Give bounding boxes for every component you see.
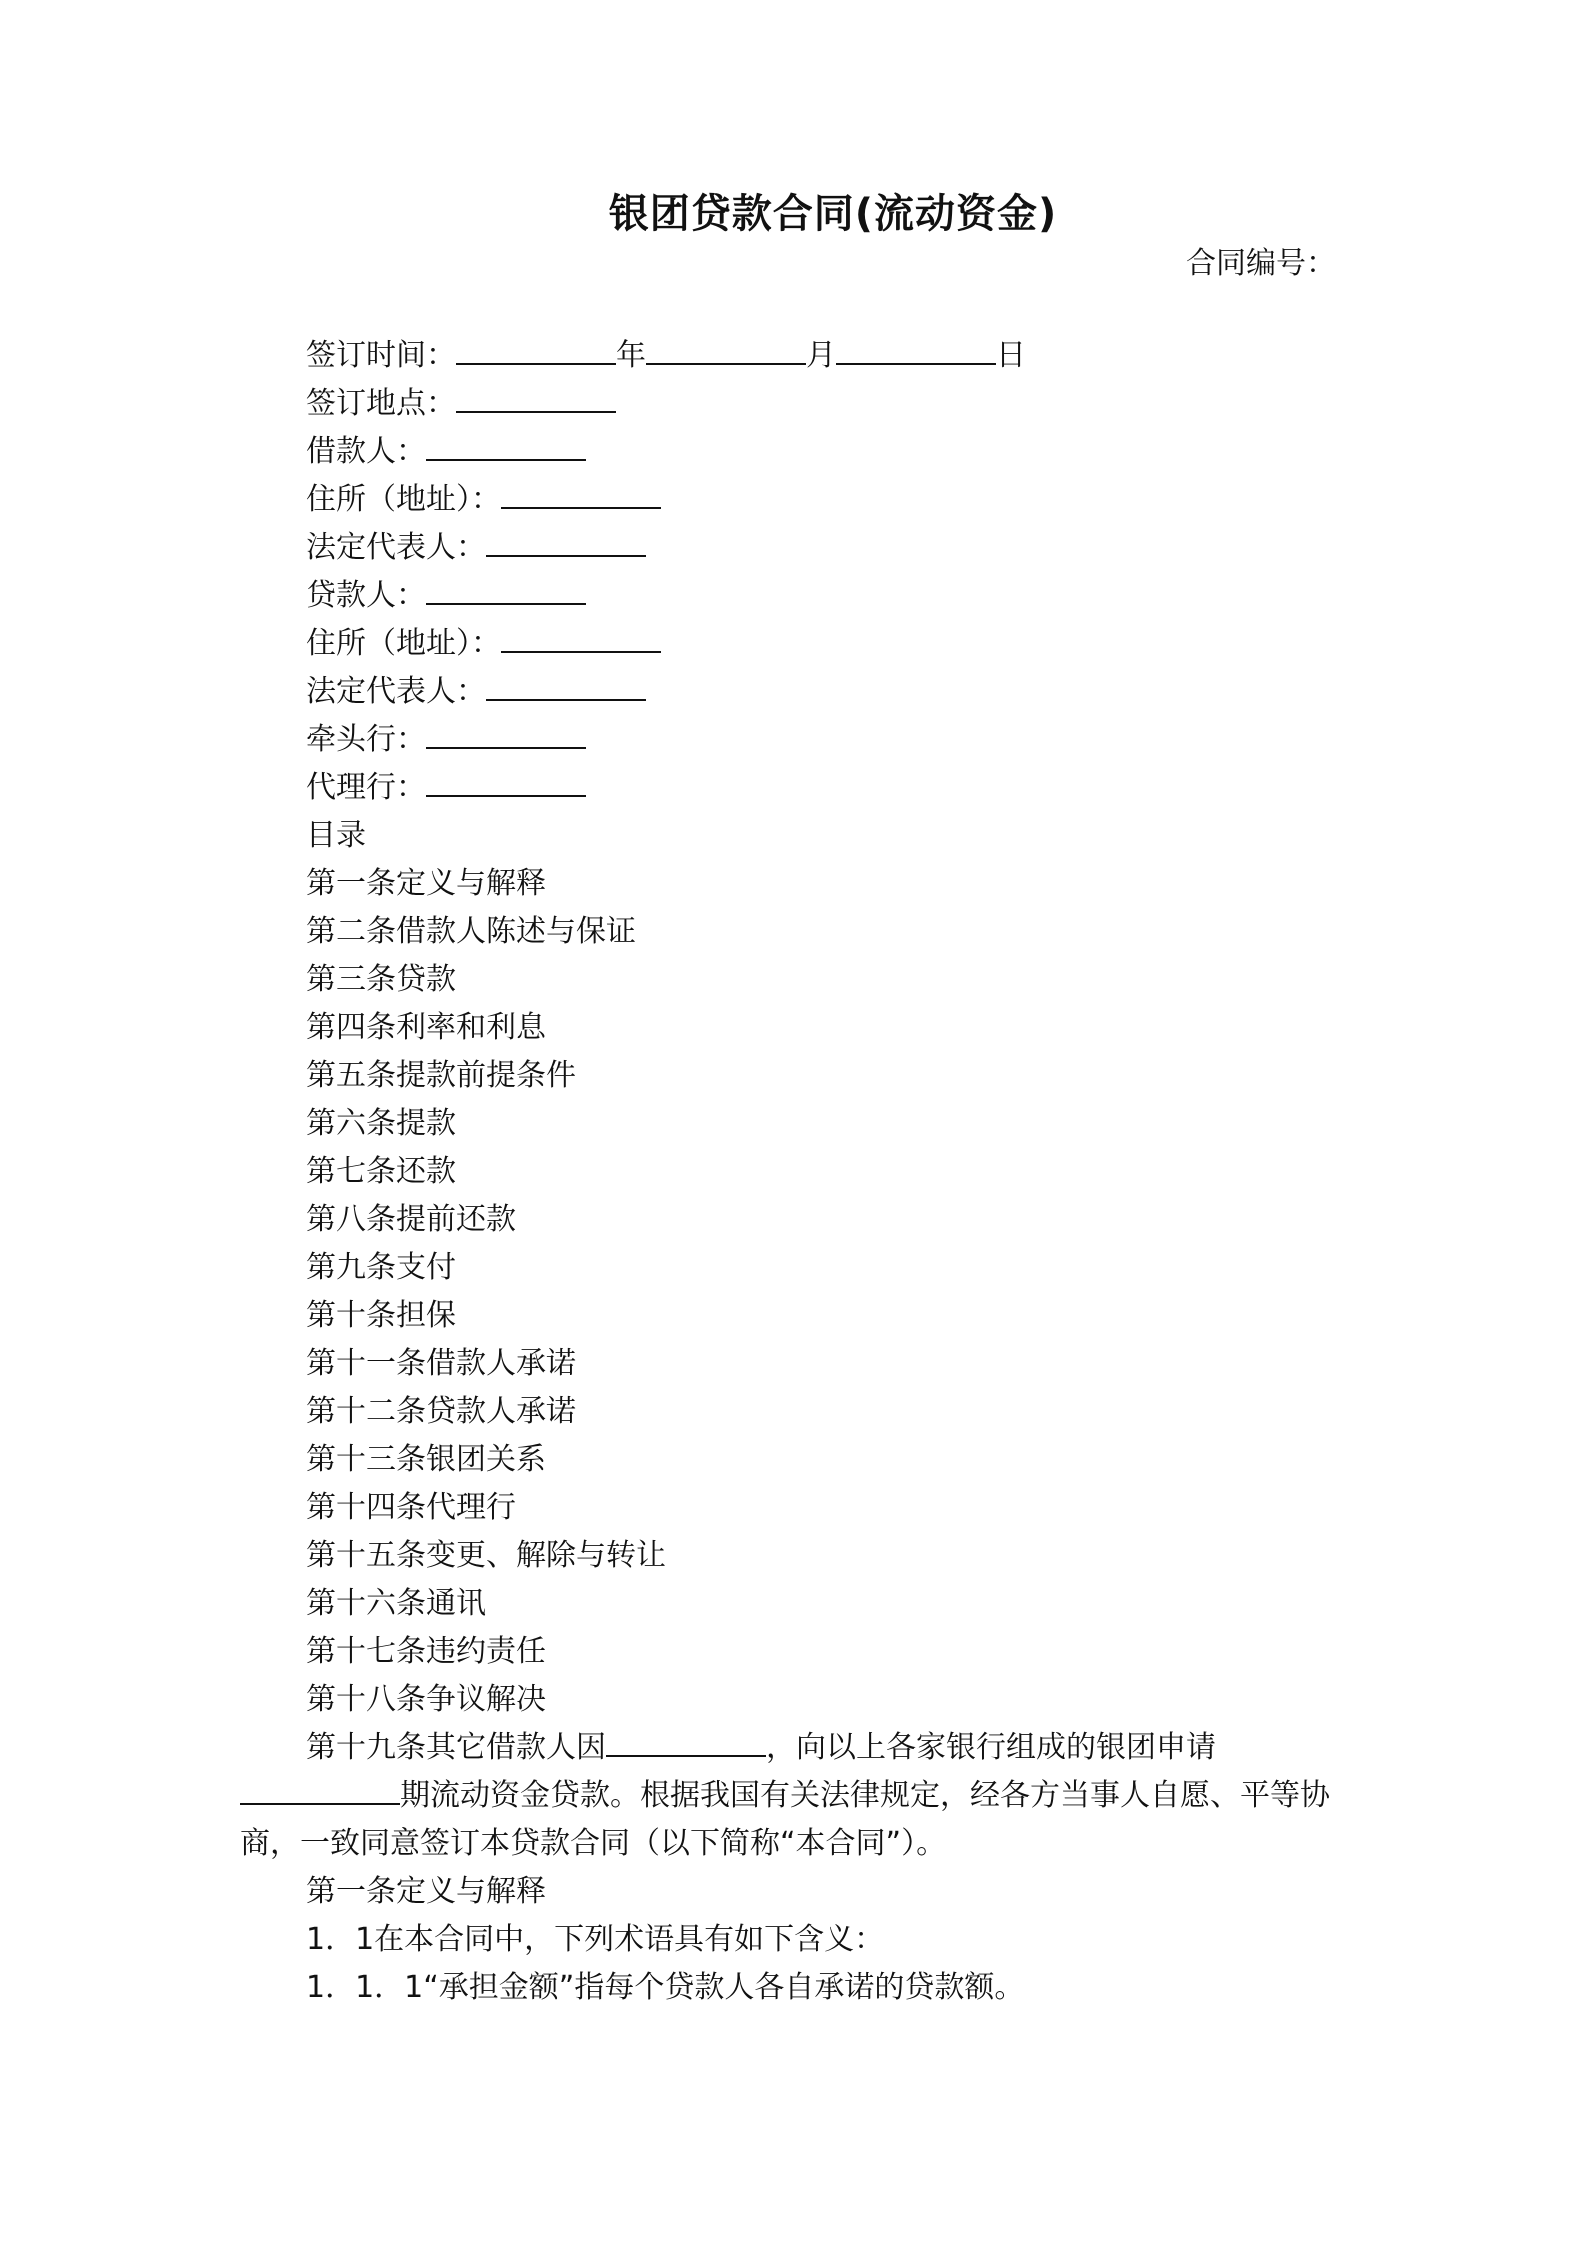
field-blank [501, 623, 661, 653]
field-lender-address [240, 620, 1346, 668]
year-blank [456, 335, 616, 365]
field-blank [426, 719, 586, 749]
field-blank [426, 431, 586, 461]
day-blank [836, 335, 996, 365]
year-label: 年 [616, 338, 646, 373]
intro-text-3: 期流动资金贷款。根据我国有关法律规定，经各方当事人自愿、平等协商，一致同意签订本贷款合同（以下简称“本合同”）。 [240, 1778, 1330, 1861]
toc-item: 第十条担保 [306, 1298, 456, 1333]
toc-item: 第十四条代理行 [306, 1490, 516, 1525]
toc-item: 第十七条违约责任 [306, 1634, 546, 1669]
day-label: 日 [996, 338, 1026, 373]
field-borrower-address [240, 476, 1346, 524]
field-blank [426, 767, 586, 797]
contract-number-label: 合同编号： [1186, 246, 1336, 281]
field-lender-representative [240, 668, 1346, 716]
borrower-purpose-blank [606, 1727, 766, 1757]
field-lead-bank [240, 716, 1346, 764]
field-borrower-representative [240, 524, 1346, 572]
field-agent-bank [240, 764, 1346, 812]
toc-item: 第十六条通讯 [306, 1586, 486, 1621]
field-label: 住所（地址）： [306, 482, 501, 517]
toc-item: 第四条利率和利息 [306, 1010, 546, 1045]
toc-item: 第五条提款前提条件 [306, 1058, 576, 1093]
toc-item: 第八条提前还款 [306, 1202, 516, 1237]
intro-text-1: 第十九条其它借款人因 [306, 1730, 606, 1765]
field-label: 法定代表人： [306, 674, 486, 709]
field-blank [426, 575, 586, 605]
intro-paragraph [240, 1724, 1346, 1868]
field-label: 牵头行： [306, 722, 426, 757]
document-title: 银团贷款合同(流动资金) [608, 191, 1058, 237]
sign-date-line [240, 332, 1346, 380]
toc-item: 第三条贷款 [306, 962, 456, 997]
clause-1-1-1: 1．1．1“承担金额”指每个贷款人各自承诺的贷款额。 [306, 1970, 1025, 2005]
toc-item: 第十一条借款人承诺 [306, 1346, 576, 1381]
toc-item: 第六条提款 [306, 1106, 456, 1141]
toc-item: 第九条支付 [306, 1250, 456, 1285]
toc-item: 第七条还款 [306, 1154, 456, 1189]
field-blank [486, 671, 646, 701]
field-sign-place [240, 380, 1346, 428]
month-label: 月 [806, 338, 836, 373]
toc-item: 第二条借款人陈述与保证 [306, 914, 636, 949]
sign-date-label: 签订时间： [306, 338, 456, 373]
field-blank [501, 479, 661, 509]
field-lender [240, 572, 1346, 620]
field-label: 住所（地址）： [306, 626, 501, 661]
intro-text-2: ，向以上各家银行组成的银团申请 [766, 1730, 1216, 1765]
field-label: 代理行： [306, 770, 426, 805]
field-label: 借款人： [306, 434, 426, 469]
document-body [240, 332, 1346, 2012]
toc-item: 第十五条变更、解除与转让 [306, 1538, 666, 1573]
field-blank [486, 527, 646, 557]
toc-heading: 目录 [306, 818, 366, 853]
toc-item: 第十八条争议解决 [306, 1682, 546, 1717]
month-blank [646, 335, 806, 365]
field-label: 法定代表人： [306, 530, 486, 565]
section-1-heading: 第一条定义与解释 [306, 1874, 546, 1909]
clause-1-1: 1．1在本合同中，下列术语具有如下含义： [306, 1922, 885, 1957]
toc-item: 第十二条贷款人承诺 [306, 1394, 576, 1429]
field-label: 贷款人： [306, 578, 426, 613]
toc-item: 第十三条银团关系 [306, 1442, 546, 1477]
field-borrower [240, 428, 1346, 476]
loan-term-blank [240, 1775, 400, 1805]
field-blank [456, 383, 616, 413]
field-label: 签订地点： [306, 386, 456, 421]
toc-item: 第一条定义与解释 [306, 866, 546, 901]
